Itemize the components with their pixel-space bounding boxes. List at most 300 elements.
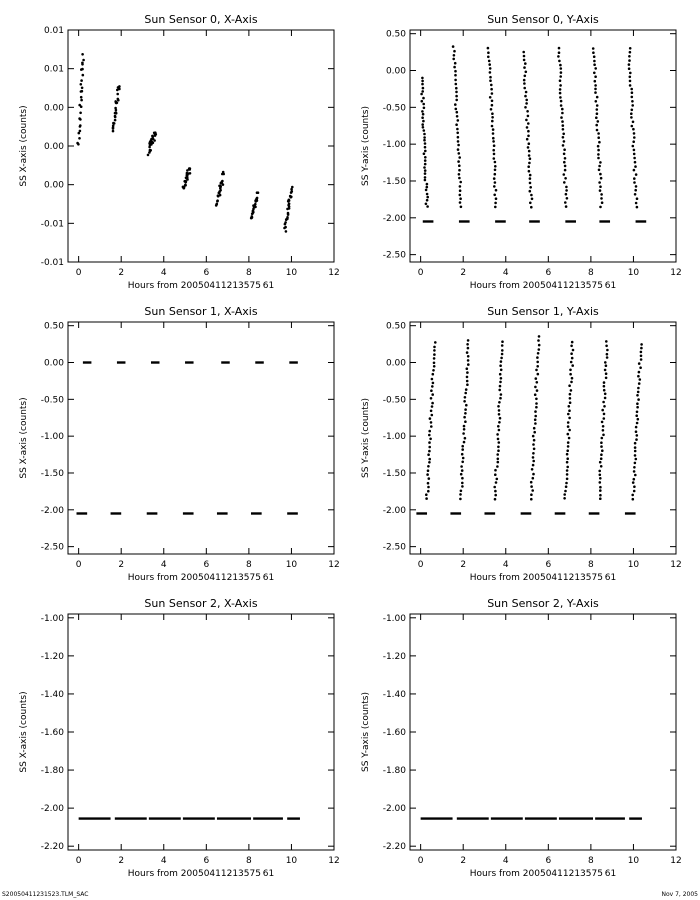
y-tick-label: -0.50 <box>382 103 406 114</box>
data-point <box>421 90 424 93</box>
data-point <box>524 75 527 78</box>
data-point <box>79 112 82 115</box>
data-point <box>536 356 539 359</box>
data-point <box>78 132 81 135</box>
data-segment <box>563 341 574 500</box>
data-point <box>635 458 638 461</box>
data-point <box>632 145 635 148</box>
y-tick-label: -1.00 <box>382 613 406 624</box>
data-point <box>566 478 569 481</box>
data-point <box>454 79 457 82</box>
data-point <box>498 441 501 444</box>
data-segment <box>631 343 642 500</box>
data-point <box>636 394 639 397</box>
data-point <box>455 95 458 98</box>
data-point <box>564 201 567 204</box>
data-point <box>116 93 119 96</box>
data-point <box>216 203 219 206</box>
data-point <box>497 458 500 461</box>
data-point <box>536 365 539 368</box>
data-point <box>594 91 597 94</box>
data-point <box>117 86 120 89</box>
x-tick-label: 4 <box>502 856 509 866</box>
data-point <box>186 178 189 181</box>
x-tick-label: 10 <box>627 268 640 278</box>
data-point <box>499 417 502 420</box>
y-tick-label: -1.50 <box>40 468 64 479</box>
data-point <box>633 478 636 481</box>
data-point <box>288 199 291 202</box>
data-point <box>494 169 497 172</box>
data-point <box>636 411 639 414</box>
data-point <box>428 458 431 461</box>
data-point <box>426 199 429 202</box>
data-point <box>605 364 608 367</box>
y-tick-label: -1.20 <box>382 651 406 662</box>
data-point <box>534 410 537 413</box>
data-point <box>595 100 598 103</box>
data-point <box>604 397 607 400</box>
data-point <box>147 154 150 157</box>
data-point <box>629 72 632 75</box>
data-point <box>629 51 632 54</box>
x-tick-label: 4 <box>502 560 509 570</box>
data-point <box>529 190 532 193</box>
data-point <box>466 380 469 383</box>
data-point <box>466 376 469 379</box>
data-point <box>566 453 569 456</box>
data-point <box>559 84 562 87</box>
data-point <box>593 72 596 75</box>
data-point <box>532 456 535 459</box>
x-axis-label: Hours from 20050411213575 61 <box>127 573 275 583</box>
y-tick-label: -1.20 <box>40 651 64 662</box>
data-point <box>459 181 462 184</box>
data-point <box>598 169 601 172</box>
data-point <box>498 413 501 416</box>
y-tick-label: -1.60 <box>40 728 64 738</box>
data-point <box>628 63 631 66</box>
chart-title: Sun Sensor 0, X-Axis <box>144 13 258 26</box>
data-point <box>286 218 289 221</box>
data-point <box>426 196 429 199</box>
data-point <box>531 468 534 471</box>
data-point <box>629 80 632 83</box>
data-point <box>487 51 490 54</box>
y-tick-label: -2.50 <box>382 542 406 553</box>
data-point <box>633 149 636 152</box>
data-point <box>82 59 85 62</box>
data-point <box>567 433 570 436</box>
data-point <box>462 457 465 460</box>
data-point <box>422 120 425 123</box>
data-point <box>596 129 599 132</box>
data-point <box>487 47 490 50</box>
data-segment <box>592 47 603 208</box>
data-point <box>632 128 635 131</box>
data-point <box>632 498 635 501</box>
data-point <box>598 470 601 473</box>
data-point <box>427 469 430 472</box>
data-point <box>635 173 638 176</box>
x-tick-label: 12 <box>670 268 682 278</box>
data-point <box>433 349 436 352</box>
data-point <box>433 365 436 368</box>
x-tick-label: 0 <box>75 856 82 866</box>
x-tick-label: 8 <box>246 856 252 866</box>
data-point <box>284 226 287 229</box>
x-tick-label: 8 <box>246 560 252 570</box>
data-point <box>427 465 430 468</box>
data-point <box>538 335 541 338</box>
data-point <box>466 367 469 370</box>
data-point <box>114 119 117 122</box>
data-point <box>523 55 526 58</box>
data-point <box>561 108 564 111</box>
data-point <box>570 381 573 384</box>
data-point <box>599 486 602 489</box>
data-point <box>562 136 565 139</box>
data-point <box>153 139 156 142</box>
data-point <box>464 420 467 423</box>
data-point <box>115 102 118 105</box>
data-point <box>628 67 631 70</box>
data-point <box>284 221 287 224</box>
x-tick-label: 0 <box>75 268 82 278</box>
data-segment <box>250 191 259 219</box>
data-point <box>424 169 427 172</box>
data-point <box>79 124 82 127</box>
data-point <box>424 156 427 159</box>
x-tick-label: 12 <box>670 856 682 866</box>
data-point <box>78 104 81 107</box>
data-point <box>599 206 602 209</box>
data-point <box>221 180 224 183</box>
chart-panel <box>361 305 682 583</box>
data-point <box>567 421 570 424</box>
data-point <box>563 148 566 151</box>
data-point <box>525 119 528 122</box>
data-point <box>636 402 639 405</box>
chart-title: Sun Sensor 0, Y-Axis <box>487 13 599 26</box>
x-axis-label: Hours from 20050411213575 61 <box>469 281 617 291</box>
data-point <box>592 51 595 54</box>
data-point <box>527 135 530 138</box>
data-point <box>423 152 426 155</box>
data-point <box>458 156 461 159</box>
data-point <box>497 446 500 449</box>
data-point <box>433 346 436 349</box>
y-tick-label: -1.00 <box>382 432 406 443</box>
data-point <box>528 154 531 157</box>
data-point <box>527 130 530 133</box>
data-point <box>634 193 637 196</box>
data-point <box>599 474 602 477</box>
data-point <box>634 189 637 192</box>
data-point <box>603 405 606 408</box>
data-point <box>529 202 532 205</box>
data-point <box>189 167 192 170</box>
y-tick-label: -1.00 <box>40 432 64 443</box>
data-point <box>422 126 425 129</box>
data-point <box>594 67 597 70</box>
data-point <box>456 128 459 131</box>
data-point <box>431 414 434 417</box>
data-segment <box>215 171 225 207</box>
x-axis-label: Hours from 20050411213575 61 <box>469 869 617 879</box>
data-point <box>430 410 433 413</box>
data-point <box>633 169 636 172</box>
data-point <box>252 211 255 214</box>
y-tick-label: -2.00 <box>382 804 406 815</box>
data-point <box>426 183 429 186</box>
data-point <box>559 75 562 78</box>
data-point <box>634 161 637 164</box>
data-point <box>496 478 499 481</box>
data-point <box>495 481 498 484</box>
data-point <box>424 176 427 179</box>
x-tick-label: 10 <box>285 268 298 278</box>
data-point <box>460 465 463 468</box>
data-point <box>530 485 533 488</box>
data-point <box>494 181 497 184</box>
x-tick-label: 6 <box>203 856 210 866</box>
data-point <box>492 128 495 131</box>
data-point <box>636 434 639 437</box>
data-point <box>569 373 572 376</box>
data-point <box>501 344 504 347</box>
data-point <box>82 74 85 77</box>
data-point <box>114 115 117 118</box>
x-tick-label: 12 <box>670 560 682 570</box>
data-point <box>81 62 84 65</box>
data-point <box>431 385 434 388</box>
data-point <box>458 173 461 176</box>
data-point <box>525 99 528 102</box>
data-point <box>499 397 502 400</box>
x-tick-label: 10 <box>627 856 640 866</box>
data-point <box>489 67 492 70</box>
x-axis-label: Hours from 20050411213575 61 <box>127 869 275 879</box>
data-point <box>460 490 463 493</box>
data-point <box>533 427 536 430</box>
data-point <box>465 404 468 407</box>
y-tick-label: 0.00 <box>385 358 406 369</box>
data-point <box>596 104 599 107</box>
data-point <box>500 360 503 363</box>
data-point <box>564 490 567 493</box>
data-point <box>461 461 464 464</box>
data-point <box>596 96 599 99</box>
data-point <box>598 165 601 168</box>
data-point <box>424 146 427 149</box>
data-point <box>529 182 532 185</box>
data-point <box>467 355 470 358</box>
data-point <box>464 396 467 399</box>
data-point <box>465 388 468 391</box>
data-point <box>597 157 600 160</box>
data-point <box>532 435 535 438</box>
data-point <box>430 421 433 424</box>
data-point <box>457 148 460 151</box>
data-point <box>291 190 294 193</box>
data-point <box>495 197 498 200</box>
data-point <box>537 352 540 355</box>
y-tick-label: 0.01 <box>43 26 64 36</box>
y-tick-label: 0.50 <box>385 29 406 40</box>
data-point <box>631 125 634 128</box>
data-point <box>491 104 494 107</box>
data-point <box>490 84 493 87</box>
data-point <box>500 377 503 380</box>
data-point <box>459 189 462 192</box>
data-point <box>464 437 467 440</box>
data-point <box>425 189 428 192</box>
chart-panel <box>361 597 682 879</box>
x-tick-label: 12 <box>328 856 340 866</box>
data-point <box>561 120 564 123</box>
data-point <box>290 196 293 199</box>
data-point <box>570 345 573 348</box>
x-tick-label: 2 <box>118 268 125 278</box>
y-tick-label: -1.60 <box>382 728 406 738</box>
data-point <box>256 197 259 200</box>
data-point <box>487 56 490 59</box>
data-point <box>538 348 541 351</box>
x-tick-label: 4 <box>160 856 167 866</box>
data-point <box>640 358 643 361</box>
data-point <box>148 146 151 149</box>
data-point <box>529 177 532 180</box>
data-point <box>570 352 573 355</box>
data-point <box>460 206 463 209</box>
data-point <box>564 157 567 160</box>
data-point <box>527 115 530 118</box>
data-point <box>633 470 636 473</box>
data-point <box>565 189 568 192</box>
data-point <box>458 177 461 180</box>
data-point <box>421 77 424 80</box>
data-point <box>599 481 602 484</box>
data-point <box>494 498 497 501</box>
data-point <box>524 95 527 98</box>
x-tick-label: 6 <box>545 268 552 278</box>
chart-panel <box>19 13 340 291</box>
data-point <box>466 383 469 386</box>
data-point <box>189 172 192 175</box>
data-point <box>79 118 82 121</box>
data-point <box>532 464 535 467</box>
data-point <box>629 84 632 87</box>
data-point <box>601 437 604 440</box>
chart-title: Sun Sensor 2, X-Axis <box>144 597 258 610</box>
data-point <box>182 186 185 189</box>
data-point <box>633 136 636 139</box>
data-point <box>532 443 535 446</box>
data-point <box>455 87 458 90</box>
data-point <box>638 382 641 385</box>
data-point <box>638 371 641 374</box>
data-point <box>526 126 529 129</box>
data-point <box>606 349 609 352</box>
y-tick-label: -2.20 <box>382 842 406 853</box>
x-tick-label: 2 <box>460 856 467 866</box>
data-point <box>602 434 605 437</box>
data-point <box>563 181 566 184</box>
data-point <box>603 417 606 420</box>
data-segment <box>530 335 541 500</box>
data-point <box>421 80 424 83</box>
data-segment <box>425 341 437 500</box>
data-point <box>632 140 635 143</box>
data-point <box>637 398 640 401</box>
data-point <box>631 109 634 112</box>
x-tick-label: 6 <box>203 560 210 570</box>
data-point <box>565 205 568 208</box>
data-point <box>599 173 602 176</box>
y-tick-label: -2.00 <box>382 213 406 224</box>
data-point <box>536 389 539 392</box>
data-point <box>604 369 607 372</box>
data-point <box>494 469 497 472</box>
data-point <box>492 140 495 143</box>
data-point <box>628 59 631 62</box>
plot-frame <box>68 30 334 262</box>
data-point <box>430 397 433 400</box>
data-point <box>494 494 497 497</box>
y-axis-label: SS X-axis (counts) <box>19 691 29 773</box>
data-point <box>466 371 469 374</box>
data-point <box>529 157 532 160</box>
data-point <box>113 122 116 125</box>
data-point <box>601 201 604 204</box>
data-point <box>559 88 562 91</box>
data-point <box>634 474 637 477</box>
data-point <box>424 150 427 153</box>
data-point <box>494 173 497 176</box>
data-point <box>560 116 563 119</box>
data-segment <box>420 77 429 208</box>
data-point <box>533 439 536 442</box>
plot-frame <box>410 322 676 554</box>
plot-frame <box>410 30 676 262</box>
data-point <box>594 84 597 87</box>
data-point <box>597 120 600 123</box>
data-point <box>629 47 632 50</box>
data-point <box>422 87 425 90</box>
data-point <box>633 181 636 184</box>
data-point <box>81 87 84 90</box>
x-tick-label: 2 <box>118 856 125 866</box>
data-point <box>599 161 602 164</box>
data-point <box>78 137 81 140</box>
data-point <box>428 450 431 453</box>
data-point <box>563 497 566 500</box>
data-point <box>430 389 433 392</box>
data-point <box>423 107 426 110</box>
data-point <box>527 122 530 125</box>
y-tick-label: 0.50 <box>43 321 64 332</box>
data-point <box>525 71 528 74</box>
data-point <box>457 140 460 143</box>
data-point <box>527 165 530 168</box>
x-tick-label: 4 <box>160 268 167 278</box>
data-point <box>560 104 563 107</box>
data-point <box>631 104 634 107</box>
data-point <box>497 449 500 452</box>
data-point <box>564 169 567 172</box>
data-point <box>429 417 432 420</box>
